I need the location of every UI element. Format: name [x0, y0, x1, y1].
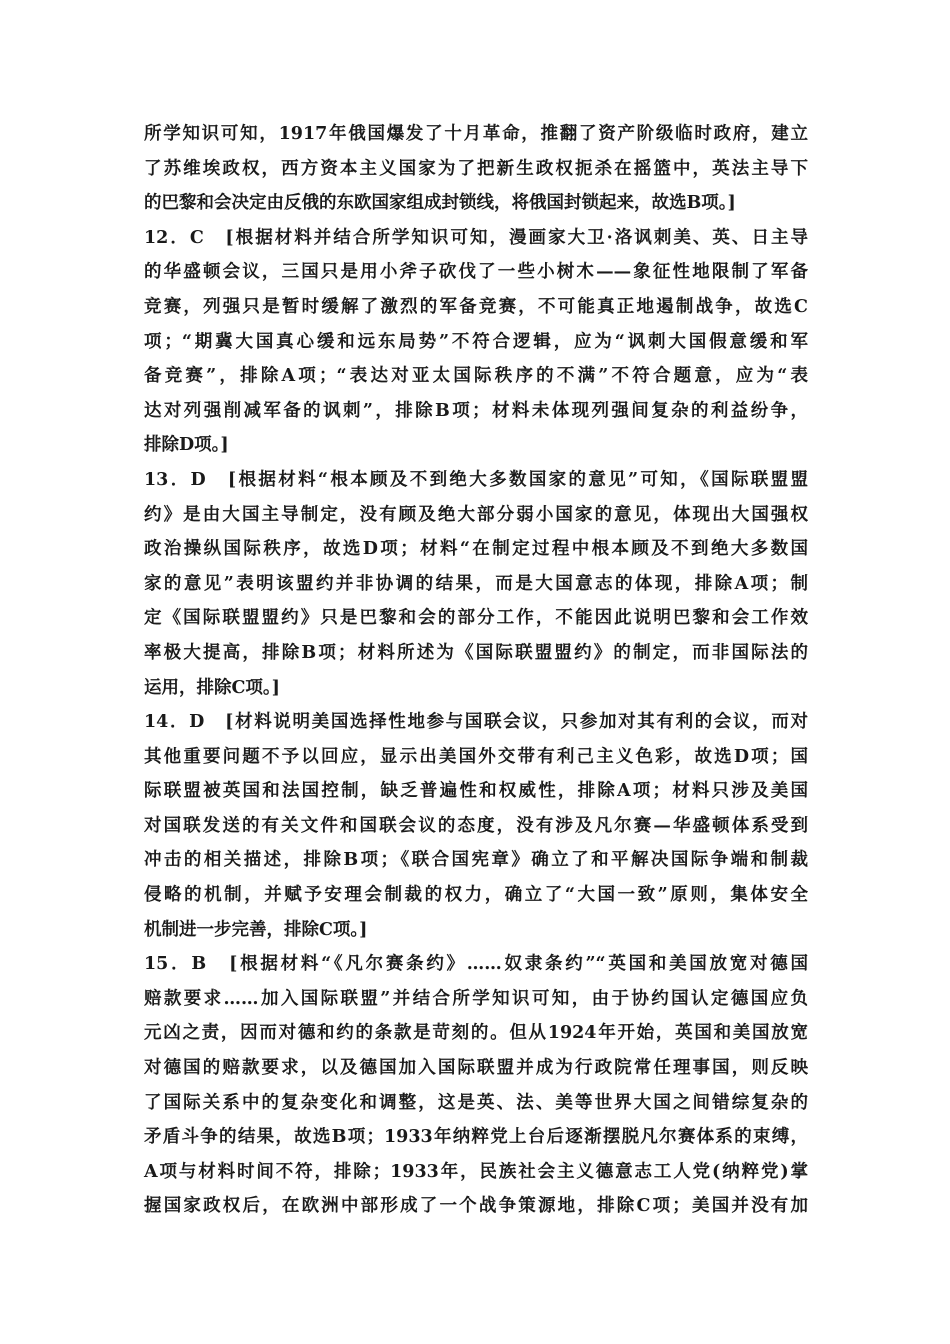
text-line: 约》是由大国主导制定，没有顾及绝大部分弱小国家的意见，体现出大国强权 [144, 504, 808, 525]
answer-12-line: 12．C [根据材料并结合所学知识可知，漫画家大卫·洛讽刺美、英、日主导 [144, 227, 808, 248]
text-line: 运用，排除C项。] [144, 677, 280, 698]
text-line: 握国家政权后，在欧洲中部形成了一个战争策源地，排除C项；美国并没有加 [144, 1196, 808, 1217]
text-line: 政治操纵国际秩序，故选D项；材料“在制定过程中根本顾及不到绝大多数国 [144, 539, 808, 560]
text-line: 的华盛顿会议，三国只是用小斧子砍伐了一些小树木——象征性地限制了军备 [144, 262, 808, 283]
text-line: 所学知识可知，1917年俄国爆发了十月革命，推翻了资产阶级临时政府，建立 [144, 124, 808, 144]
text-line: 其他重要问题不予以回应，显示出美国外交带有利己主义色彩，故选D项；国 [144, 746, 808, 767]
text-line: 了国际关系中的复杂变化和调整，这是英、法、美等世界大国之间错综复杂的 [144, 1092, 808, 1113]
answer-13-line: 13．D [根据材料“根本顾及不到绝大多数国家的意见”可知，《国际联盟盟 [144, 469, 808, 490]
text-line: 侵略的机制，并赋予安理会制裁的权力，确立了“大国一致”原则，集体安全 [144, 885, 808, 906]
text-line: 矛盾斗争的结果，故选B项；1933年纳粹党上台后逐渐摆脱凡尔赛体系的束缚， [144, 1127, 808, 1148]
answer-15-line: 15．B [根据材料“《凡尔赛条约》……奴隶条约”“英国和美国放宽对德国 [144, 954, 808, 975]
text-line: 达对列强削减军备的讽刺”，排除B项；材料未体现列强间复杂的利益纷争， [144, 400, 808, 421]
text-line: 竞赛，列强只是暂时缓解了激烈的军备竞赛，不可能真正地遏制战争，故选C [144, 296, 808, 317]
text-line: 赔款要求……加入国际联盟”并结合所学知识可知，由于协约国认定德国应负 [144, 988, 808, 1009]
answer-14-line: 14．D [材料说明美国选择性地参与国联会议，只参加对其有利的会议，而对 [144, 712, 808, 733]
text-line: 了苏维埃政权，西方资本主义国家为了把新生政权扼杀在摇篮中，英法主导下 [144, 158, 808, 179]
text-line: 家的意见”表明该盟约并非协调的结果，而是大国意志的体现，排除A项；制 [144, 573, 808, 594]
text-line: 定《国际联盟盟约》只是巴黎和会的部分工作，不能因此说明巴黎和会工作效 [144, 608, 808, 629]
text-line: 元凶之责，因而对德和约的条款是苛刻的。但从1924年开始，英国和美国放宽 [144, 1023, 808, 1044]
text-line: A项与材料时间不符，排除；1933年，民族社会主义德意志工人党(纳粹党)掌 [144, 1161, 808, 1182]
text-line: 对德国的赔款要求，以及德国加入国际联盟并成为行政院常任理事国，则反映 [144, 1058, 808, 1079]
text-line: 际联盟被英国和法国控制，缺乏普遍性和权威性，排除A项；材料只涉及美国 [144, 781, 808, 802]
text-line: 的巴黎和会决定由反俄的东欧国家组成封锁线，将俄国封锁起来，故选B项。] [144, 193, 736, 214]
text-line: 排除D项。] [144, 435, 229, 456]
text-line: 机制进一步完善，排除C项。] [144, 919, 368, 940]
text-line: 备竞赛”，排除A项；“表达对亚太国际秩序的不满”不符合题意，应为“表 [144, 366, 808, 387]
answer-explanations [144, 117, 808, 1224]
text-line: 冲击的相关描述，排除B项；《联合国宪章》确立了和平解决国际争端和制裁 [144, 850, 808, 871]
text-line: 对国联发送的有关文件和国联会议的态度，没有涉及凡尔赛—华盛顿体系受到 [144, 815, 808, 836]
text-line: 项；“期冀大国真心缓和远东局势”不符合逻辑，应为“讽刺大国假意缓和军 [144, 331, 808, 352]
text-line: 率极大提高，排除B项；材料所述为《国际联盟盟约》的制定，而非国际法的 [144, 642, 808, 663]
